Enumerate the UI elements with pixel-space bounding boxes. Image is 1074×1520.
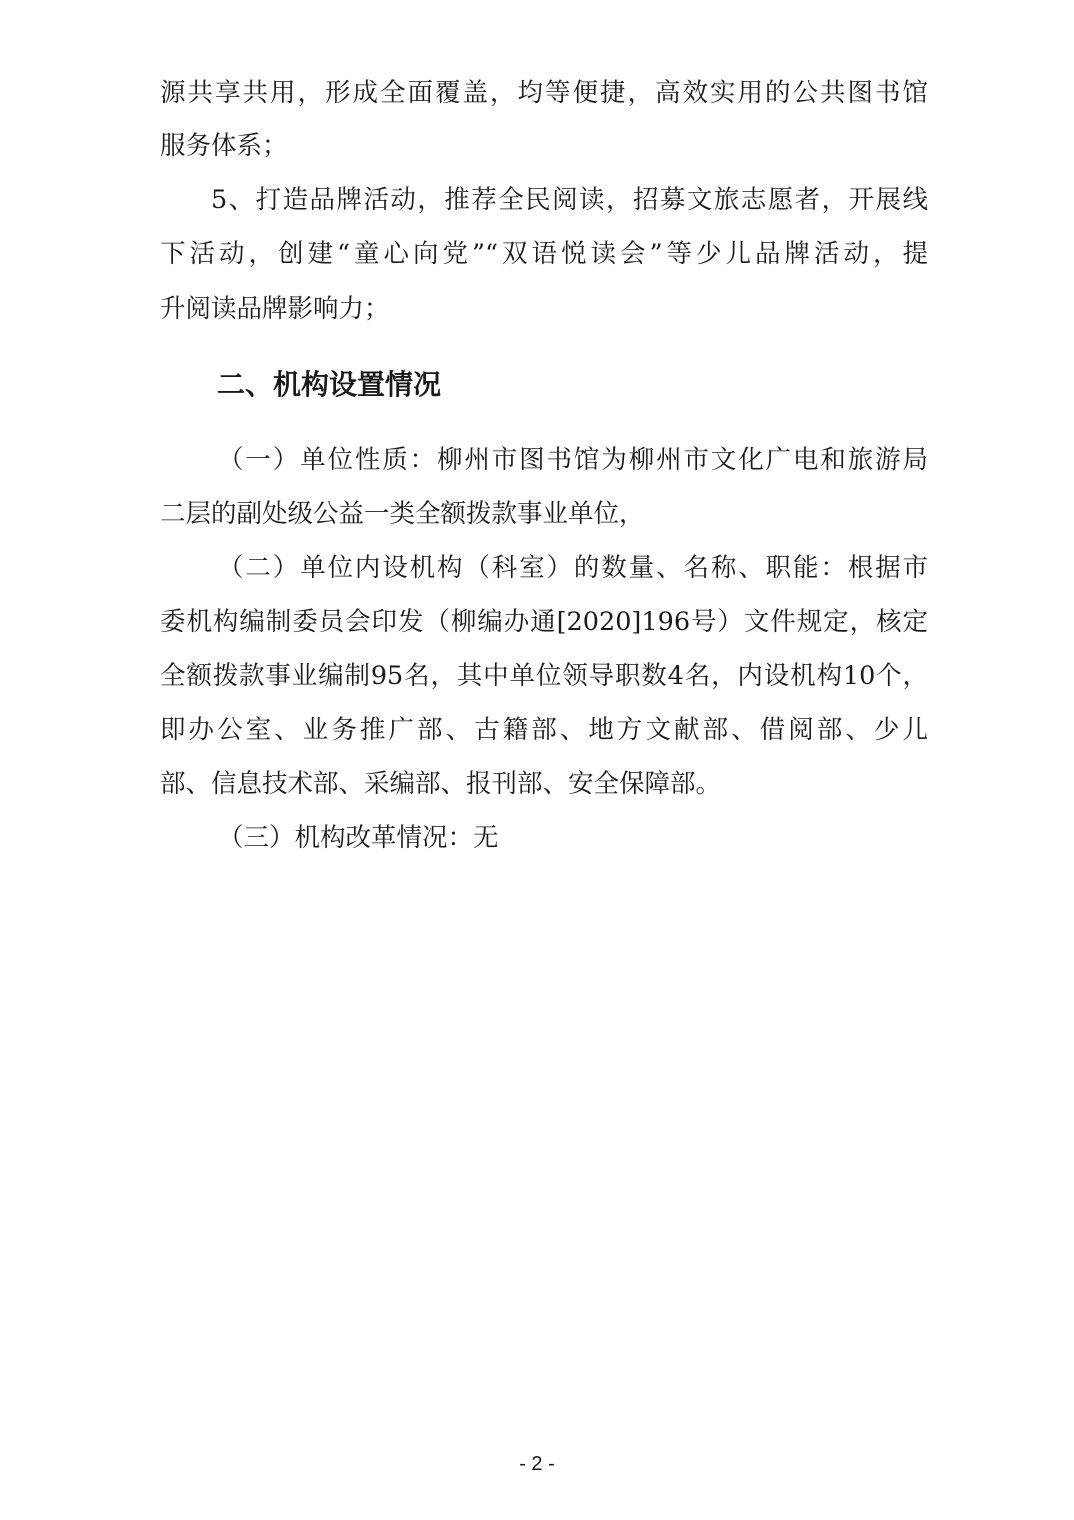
paragraph-line: （二）单位内设机构（科室）的数量、名称、职能：根据市 xyxy=(218,553,928,583)
paragraph-line: 全额拨款事业编制95名，其中单位领导职数4名，内设机构10个， xyxy=(160,661,928,691)
paragraph-line: 升阅读品牌影响力； xyxy=(160,294,390,324)
paragraph-line: 部、信息技术部、采编部、报刊部、安全保障部。 xyxy=(160,769,722,799)
page-number: - 2 - xyxy=(519,1453,555,1475)
paragraph-line: 5、打造品牌活动，推荐全民阅读，招募文旅志愿者，开展线 xyxy=(211,185,928,215)
paragraph-line: （一）单位性质：柳州市图书馆为柳州市文化广电和旅游局 xyxy=(218,445,928,475)
paragraph-line: 委机构编制委员会印发（柳编办通[2020]196号）文件规定，核定 xyxy=(160,607,928,637)
paragraph-line: 下活动，创建“童心向党”“双语悦读会”等少儿品牌活动，提 xyxy=(160,239,928,269)
section-heading: 二、机构设置情况 xyxy=(217,368,442,401)
paragraph-line: 源共享共用，形成全面覆盖，均等便捷，高效实用的公共图书馆 xyxy=(160,78,928,108)
paragraph-line: 服务体系； xyxy=(160,131,288,161)
paragraph-line: 二层的副处级公益一类全额拨款事业单位， xyxy=(160,499,645,529)
paragraph-line: 即办公室、业务推广部、古籍部、地方文献部、借阅部、少儿 xyxy=(160,715,928,745)
paragraph-line: （三）机构改革情况：无 xyxy=(218,823,499,853)
